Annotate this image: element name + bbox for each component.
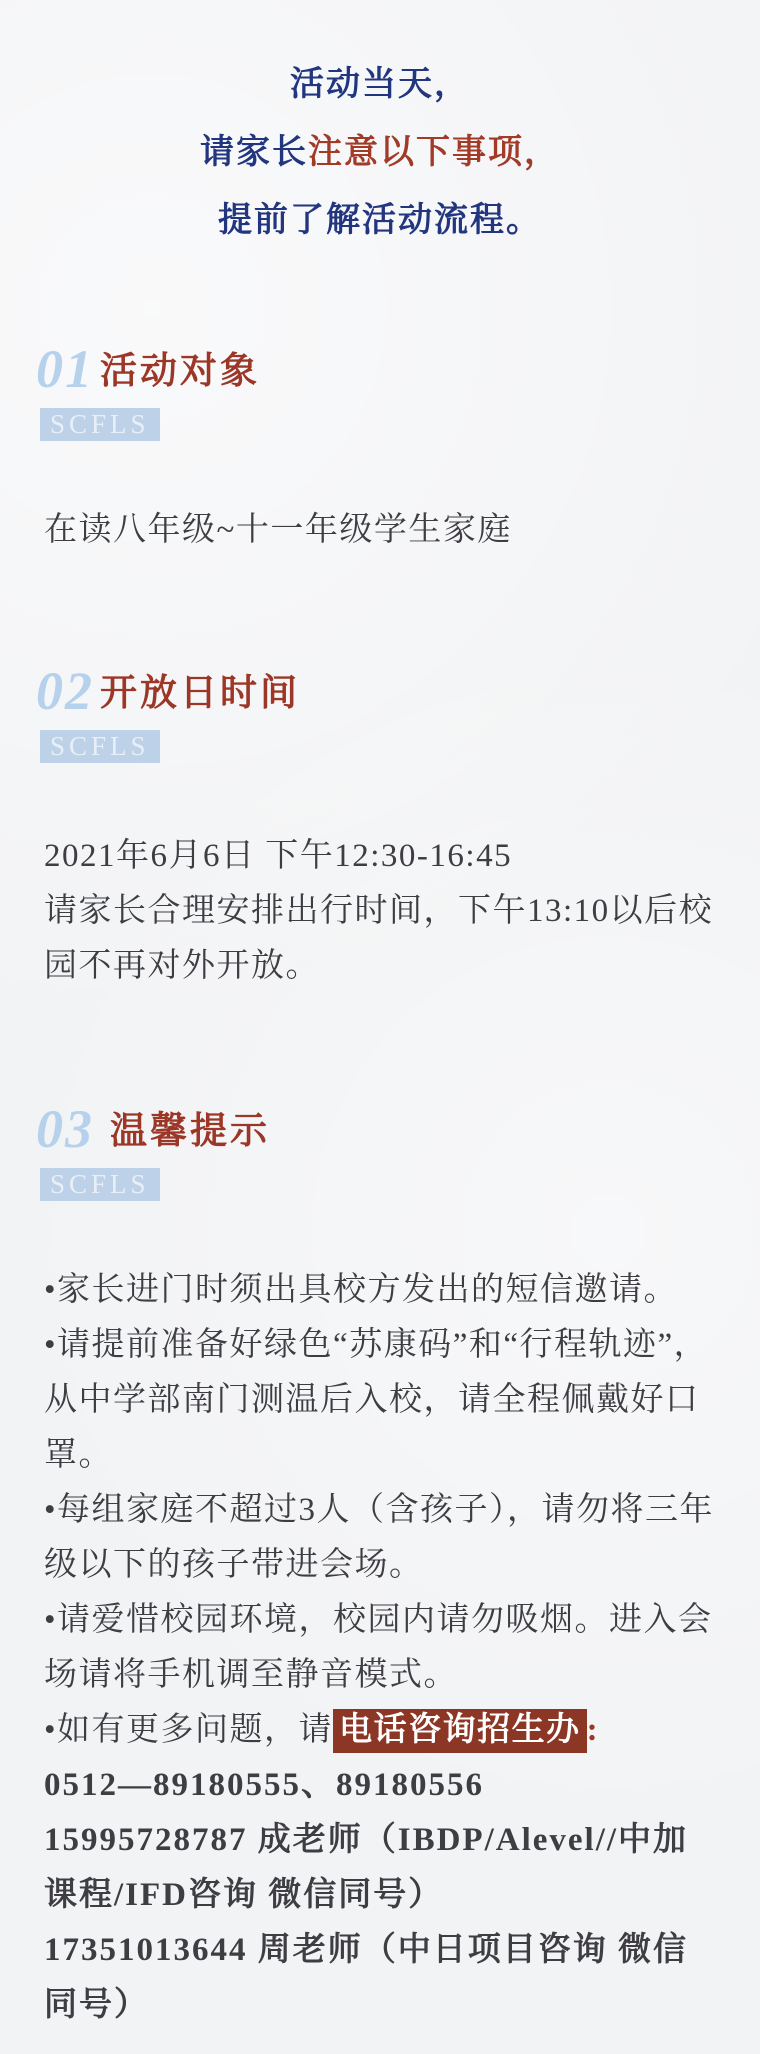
- tip-item: •请提前准备好绿色“苏康码”和“行程轨迹”，从中学部南门测温后入校，请全程佩戴好口罩。: [44, 1327, 709, 1473]
- contact-list: [44, 1758, 722, 2033]
- scfls-badge: SCFLS: [40, 1168, 160, 1201]
- schedule-note: 请家长合理安排出行时间，下午13:10以后校园不再对外开放。: [44, 893, 714, 984]
- section-number: 03: [36, 1099, 94, 1159]
- event-datetime: 2021年6月6日 下午12:30-16:45: [44, 838, 513, 874]
- contact-prompt-text: •如有更多问题，请: [44, 1712, 334, 1748]
- section-tips-header: [0, 1099, 760, 1159]
- intro-line-2-red: 注意以下事项，: [308, 133, 560, 171]
- intro-headline: [0, 0, 760, 254]
- section-audience-body: [0, 503, 760, 558]
- section-schedule: [0, 662, 760, 994]
- audience-text: 在读八年级~十一年级学生家庭: [44, 512, 512, 548]
- intro-line-2: [0, 118, 760, 186]
- scfls-badge: SCFLS: [40, 408, 160, 441]
- contact-prompt-highlight: 电话咨询招生办: [333, 1709, 587, 1753]
- tip-item: •请爱惜校园环境，校园内请勿吸烟。进入会场请将手机调至静音模式。: [44, 1602, 713, 1693]
- scfls-badge: SCFLS: [40, 730, 160, 763]
- section-audience-header: [0, 339, 760, 399]
- section-title: 温馨提示: [110, 1110, 270, 1151]
- section-schedule-body: [0, 829, 760, 994]
- section-audience: [0, 340, 760, 558]
- section-tips: [0, 1100, 760, 2033]
- contact-phone-teacher-zhou: 17351013644 周老师（中日项目咨询 微信同号）: [44, 1932, 688, 2023]
- section-tips-body: [0, 1263, 760, 2033]
- intro-line-3: 提前了解活动流程。: [218, 201, 542, 239]
- contact-phone-teacher-cheng: 15995728787 成老师（IBDP/Alevel//中加课程/IFD咨询 微信同号）: [44, 1822, 689, 1913]
- tip-item: •每组家庭不超过3人（含孩子），请勿将三年级以下的孩子带进会场。: [44, 1492, 715, 1583]
- section-title: 活动对象: [100, 350, 260, 391]
- section-number: 01: [36, 339, 94, 399]
- section-schedule-header: [0, 661, 760, 721]
- contact-prompt-colon: :: [586, 1712, 600, 1748]
- intro-line-2-blue: 请家长: [200, 133, 308, 171]
- section-title: 开放日时间: [100, 672, 300, 713]
- contact-phone-office: 0512—89180555、89180556: [44, 1767, 484, 1803]
- intro-line-1: 活动当天，: [290, 65, 470, 103]
- tip-item: •家长进门时须出具校方发出的短信邀请。: [44, 1272, 679, 1308]
- section-number: 02: [36, 661, 94, 721]
- contact-prompt: [44, 1703, 722, 1758]
